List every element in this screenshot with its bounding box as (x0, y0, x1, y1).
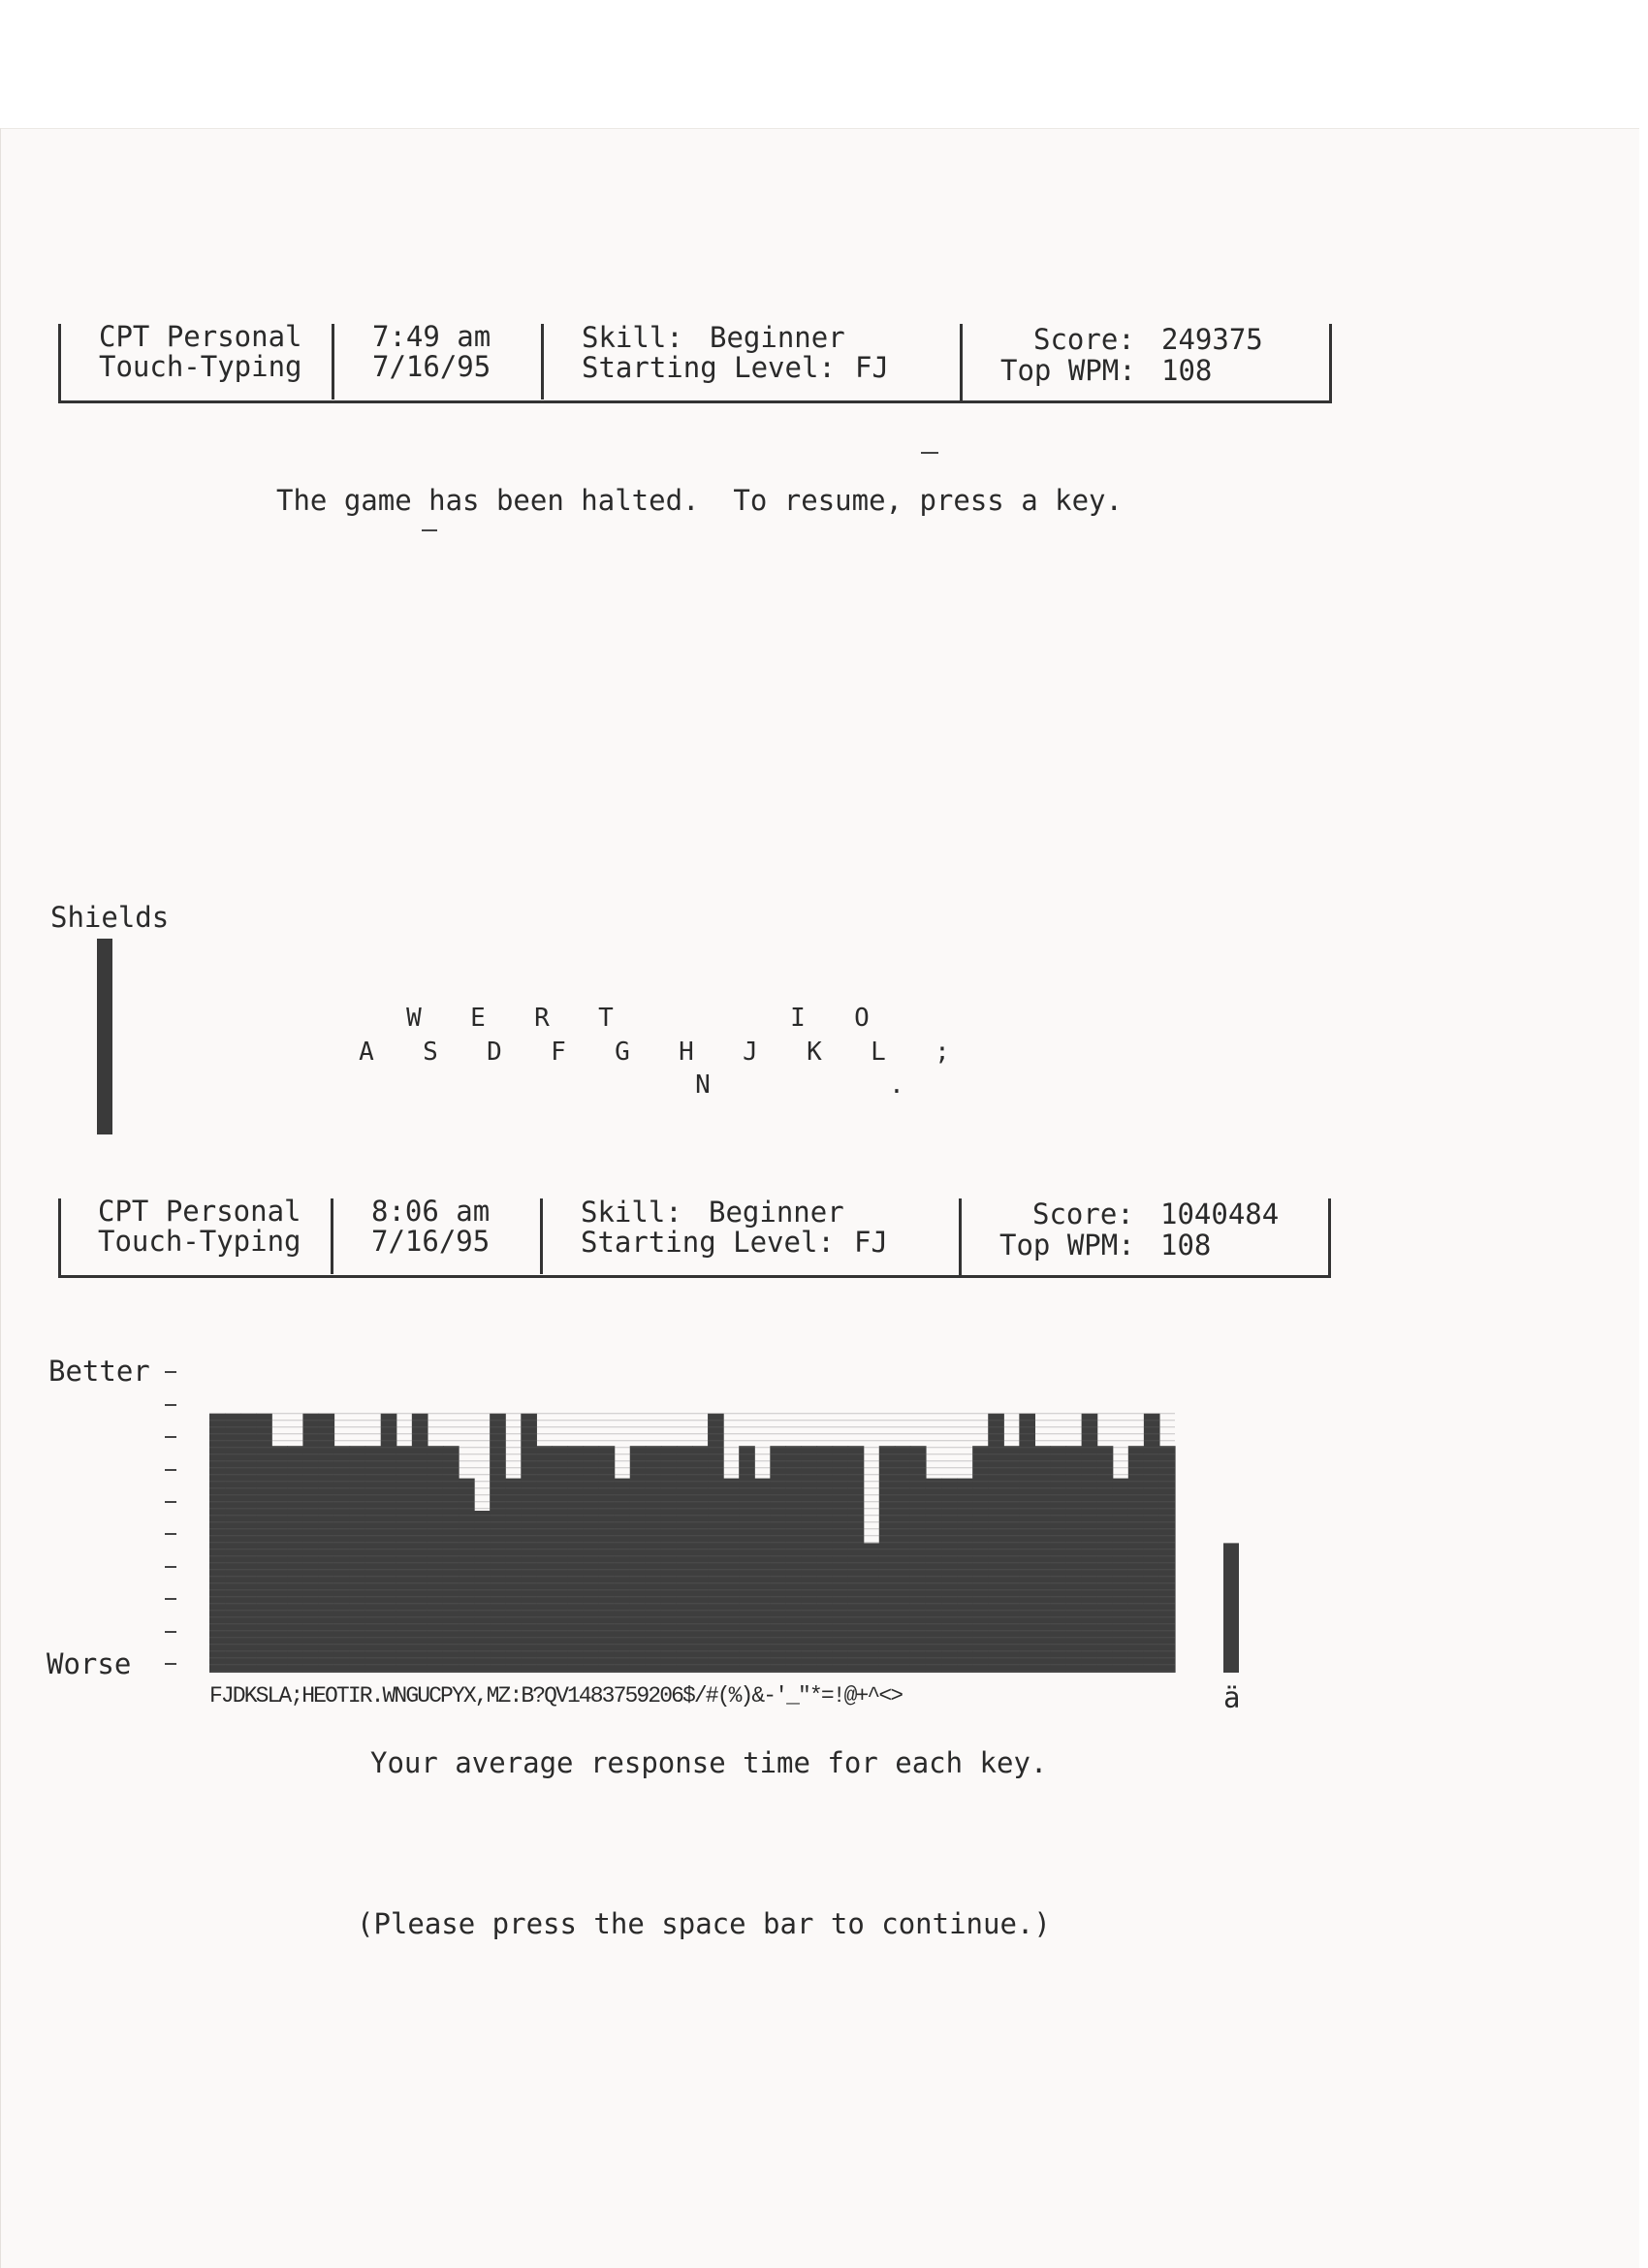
response-bar (630, 1446, 647, 1673)
key-letter: J (743, 1038, 758, 1067)
response-bar-extra (1223, 1543, 1239, 1673)
response-bar (833, 1446, 849, 1673)
response-bar (1050, 1446, 1066, 1673)
response-bar (848, 1446, 865, 1673)
key-letter: R (534, 1004, 550, 1033)
x-axis-key-labels: FJDKSLA;HEOTIR.WNGUCPYX,MZ:B?QV1483759206$/#(%)&-'_"*=!@+^<> (209, 1683, 903, 1709)
response-bar (817, 1446, 834, 1673)
skill-label: Skill: (581, 1196, 682, 1229)
response-bar (910, 1446, 927, 1673)
response-bar (646, 1446, 662, 1673)
response-bar (240, 1414, 257, 1673)
response-bar (1034, 1446, 1051, 1673)
response-bar (957, 1479, 973, 1673)
response-bar (1082, 1414, 1098, 1673)
skill-value: Beginner (710, 321, 845, 354)
response-bar (770, 1446, 786, 1673)
response-bar (505, 1479, 522, 1673)
wpm-value: 108 (1161, 354, 1213, 387)
key-letter: E (470, 1004, 486, 1033)
key-letter: W (406, 1004, 422, 1033)
key-letter: K (807, 1038, 822, 1067)
score-value: 249375 (1161, 323, 1263, 356)
level-label: Starting Level: (582, 351, 836, 384)
key-letter: T (598, 1004, 614, 1033)
score-label: Score: (1032, 1198, 1134, 1230)
y-label-worse: Worse (47, 1647, 132, 1680)
response-bar (552, 1446, 568, 1673)
response-bar (1144, 1414, 1160, 1673)
key-letter: N (695, 1070, 711, 1100)
session-date: 7/16/95 (371, 1225, 491, 1258)
app-name-line2: Touch-Typing (98, 1225, 301, 1258)
app-name-line1: CPT Personal (99, 320, 302, 353)
session-time: 8:06 am (371, 1195, 491, 1228)
response-bar (459, 1479, 475, 1673)
key-letter: L (871, 1038, 886, 1067)
halt-message: The game has been halted. To resume, press a key. (276, 484, 1123, 517)
response-bar (225, 1414, 241, 1673)
response-bar (1113, 1479, 1129, 1673)
response-bar (615, 1479, 631, 1673)
response-bar (941, 1479, 958, 1673)
response-bar (536, 1446, 553, 1673)
response-bar (365, 1446, 382, 1673)
level-value: FJ (855, 351, 889, 384)
response-bar (396, 1446, 413, 1673)
response-bar (801, 1446, 817, 1673)
skill-label: Skill: (582, 321, 683, 354)
score-label: Score: (1033, 323, 1135, 356)
score-value: 1040484 (1160, 1198, 1280, 1230)
response-bar (708, 1414, 724, 1673)
level-value: FJ (854, 1226, 888, 1259)
wpm-value: 108 (1160, 1229, 1212, 1262)
response-bar (677, 1446, 693, 1673)
key-letter: O (854, 1004, 870, 1033)
app-name-line2: Touch-Typing (99, 350, 302, 383)
response-bar (350, 1446, 366, 1673)
response-bar (287, 1446, 303, 1673)
chart-caption: Your average response time for each key. (370, 1746, 1048, 1779)
key-letter: I (790, 1004, 806, 1033)
key-letter: G (615, 1038, 630, 1067)
response-bar (661, 1446, 678, 1673)
skill-value: Beginner (709, 1196, 844, 1229)
session-date: 7/16/95 (372, 350, 491, 383)
key-letter: D (487, 1038, 502, 1067)
key-letter: H (679, 1038, 694, 1067)
response-bar (1019, 1414, 1035, 1673)
response-bar (895, 1446, 911, 1673)
response-bar (381, 1414, 397, 1673)
response-bar (972, 1446, 989, 1673)
response-bar (428, 1446, 444, 1673)
response-bar (926, 1479, 942, 1673)
response-bar (1159, 1446, 1176, 1673)
response-bar (334, 1446, 351, 1673)
response-bar (692, 1446, 709, 1673)
response-bar (1003, 1446, 1020, 1673)
key-letter: S (423, 1038, 438, 1067)
continue-prompt[interactable]: (Please press the space bar to continue.) (357, 1907, 1051, 1940)
response-bar (209, 1414, 226, 1673)
wpm-label: Top WPM: (1000, 354, 1136, 387)
y-label-better: Better (48, 1355, 150, 1388)
response-bar (412, 1414, 428, 1673)
response-bar (879, 1446, 896, 1673)
response-bar (567, 1446, 584, 1673)
key-letter: . (889, 1070, 904, 1100)
response-bar (443, 1446, 460, 1673)
response-bar (988, 1414, 1004, 1673)
response-bar (584, 1446, 600, 1673)
response-bar (256, 1414, 272, 1673)
wpm-label: Top WPM: (999, 1229, 1135, 1262)
response-bar (490, 1414, 506, 1673)
key-letter: A (359, 1038, 374, 1067)
response-bar (1128, 1446, 1145, 1673)
response-bar (739, 1446, 755, 1673)
key-letter: ; (935, 1038, 950, 1067)
response-bar (302, 1414, 319, 1673)
response-bar (474, 1511, 491, 1673)
response-bar (521, 1414, 537, 1673)
x-axis-extra-key: ä (1223, 1681, 1241, 1714)
response-bar (318, 1414, 334, 1673)
response-bar (1066, 1446, 1083, 1673)
response-bar (785, 1446, 802, 1673)
response-bar (754, 1479, 771, 1673)
response-bar (271, 1446, 288, 1673)
shields-label: Shields (50, 901, 170, 934)
response-bar (599, 1446, 616, 1673)
level-label: Starting Level: (581, 1226, 835, 1259)
key-letter: F (551, 1038, 566, 1067)
app-name-line1: CPT Personal (98, 1195, 301, 1228)
session-time: 7:49 am (372, 320, 491, 353)
response-bar (1097, 1446, 1114, 1673)
response-bar (723, 1479, 740, 1673)
